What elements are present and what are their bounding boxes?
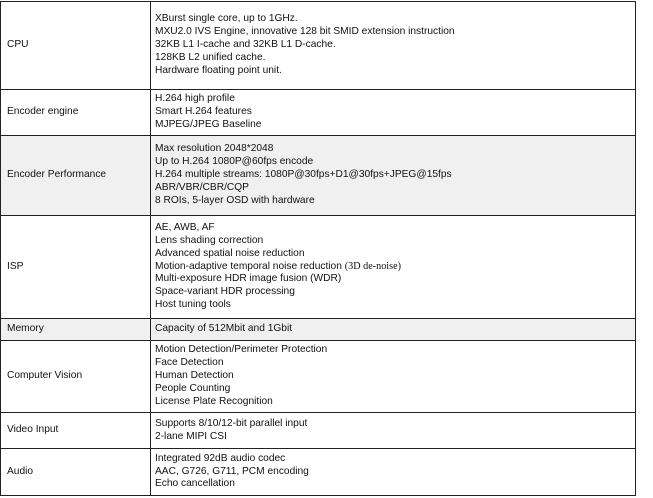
value-line: Lens shading correction <box>155 234 264 246</box>
row-label: Audio <box>1 449 151 496</box>
row-label: Video Input <box>1 413 151 449</box>
value-line: XBurst single core, up to 1GHz. <box>155 13 298 25</box>
value-line: Smart H.264 features <box>155 106 252 118</box>
value-line: Motion Detection/Perimeter Protection <box>155 344 328 356</box>
value-line: 128KB L2 unified cache. <box>155 51 266 63</box>
value-line: Human Detection <box>155 370 234 382</box>
spec-row-video-input <box>1 413 636 449</box>
value-line: MJPEG/JPEG Baseline <box>155 118 262 130</box>
value-line-text: Motion-adaptive temporal noise reduction <box>155 260 345 272</box>
row-value <box>151 449 636 496</box>
value-line: Hardware floating point unit. <box>155 64 282 76</box>
value-line: People Counting <box>155 382 231 394</box>
value-line: AAC, G726, G711, PCM encoding <box>155 465 309 477</box>
value-line: 32KB L1 I-cache and 32KB L1 D-cache. <box>155 39 336 51</box>
value-line: ABR/VBR/CBR/CQP <box>155 181 249 193</box>
row-label: Encoder Performance <box>1 136 151 216</box>
value-line: Multi-exposure HDR image fusion (WDR) <box>155 273 342 285</box>
row-value <box>151 2 636 90</box>
row-value <box>151 319 636 341</box>
row-label: Computer Vision <box>1 341 151 413</box>
value-line: Advanced spatial noise reduction <box>155 247 305 259</box>
value-line-suffix: (3D de-noise) <box>344 260 402 272</box>
value-line: Host tuning tools <box>155 299 231 311</box>
value-line: Capacity of 512Mbit and 1Gbit <box>155 323 293 335</box>
spec-row-cpu <box>1 2 636 90</box>
value-line: Face Detection <box>155 357 224 369</box>
spec-row-computer-vision <box>1 341 636 413</box>
value-line: 2-lane MIPI CSI <box>155 430 227 442</box>
value-line: H.264 multiple streams: 1080P@30fps+D1@30fps+JPEG@15fps <box>155 169 452 181</box>
value-line: License Plate Recognition <box>155 395 273 407</box>
row-label: Memory <box>1 319 151 341</box>
spec-row-audio <box>1 449 636 496</box>
value-line: Supports 8/10/12-bit parallel input <box>155 417 308 429</box>
value-line: H.264 high profile <box>155 93 235 105</box>
value-line: Echo cancellation <box>155 478 235 490</box>
row-value <box>151 136 636 216</box>
row-value <box>151 90 636 136</box>
value-line: Space-variant HDR processing <box>155 286 295 298</box>
value-line <box>155 261 635 274</box>
row-label: CPU <box>1 2 151 90</box>
spec-row-isp <box>1 216 636 319</box>
row-value <box>151 413 636 449</box>
value-line: 8 ROIs, 5-layer OSD with hardware <box>155 194 315 206</box>
spec-row-memory <box>1 319 636 341</box>
value-line: MXU2.0 IVS Engine, innovative 128 bit SMID extension instruction <box>155 26 455 38</box>
row-label: ISP <box>1 216 151 319</box>
row-label: Encoder engine <box>1 90 151 136</box>
value-line: Integrated 92dB audio codec <box>155 452 286 464</box>
value-line: Max resolution 2048*2048 <box>155 143 274 155</box>
spec-row-encoder-performance <box>1 136 636 216</box>
spec-table <box>0 1 636 496</box>
row-value <box>151 341 636 413</box>
value-line: Up to H.264 1080P@60fps encode <box>155 156 314 168</box>
spec-row-encoder-engine <box>1 90 636 136</box>
value-line: AE, AWB, AF <box>155 221 215 233</box>
row-value <box>151 216 636 319</box>
